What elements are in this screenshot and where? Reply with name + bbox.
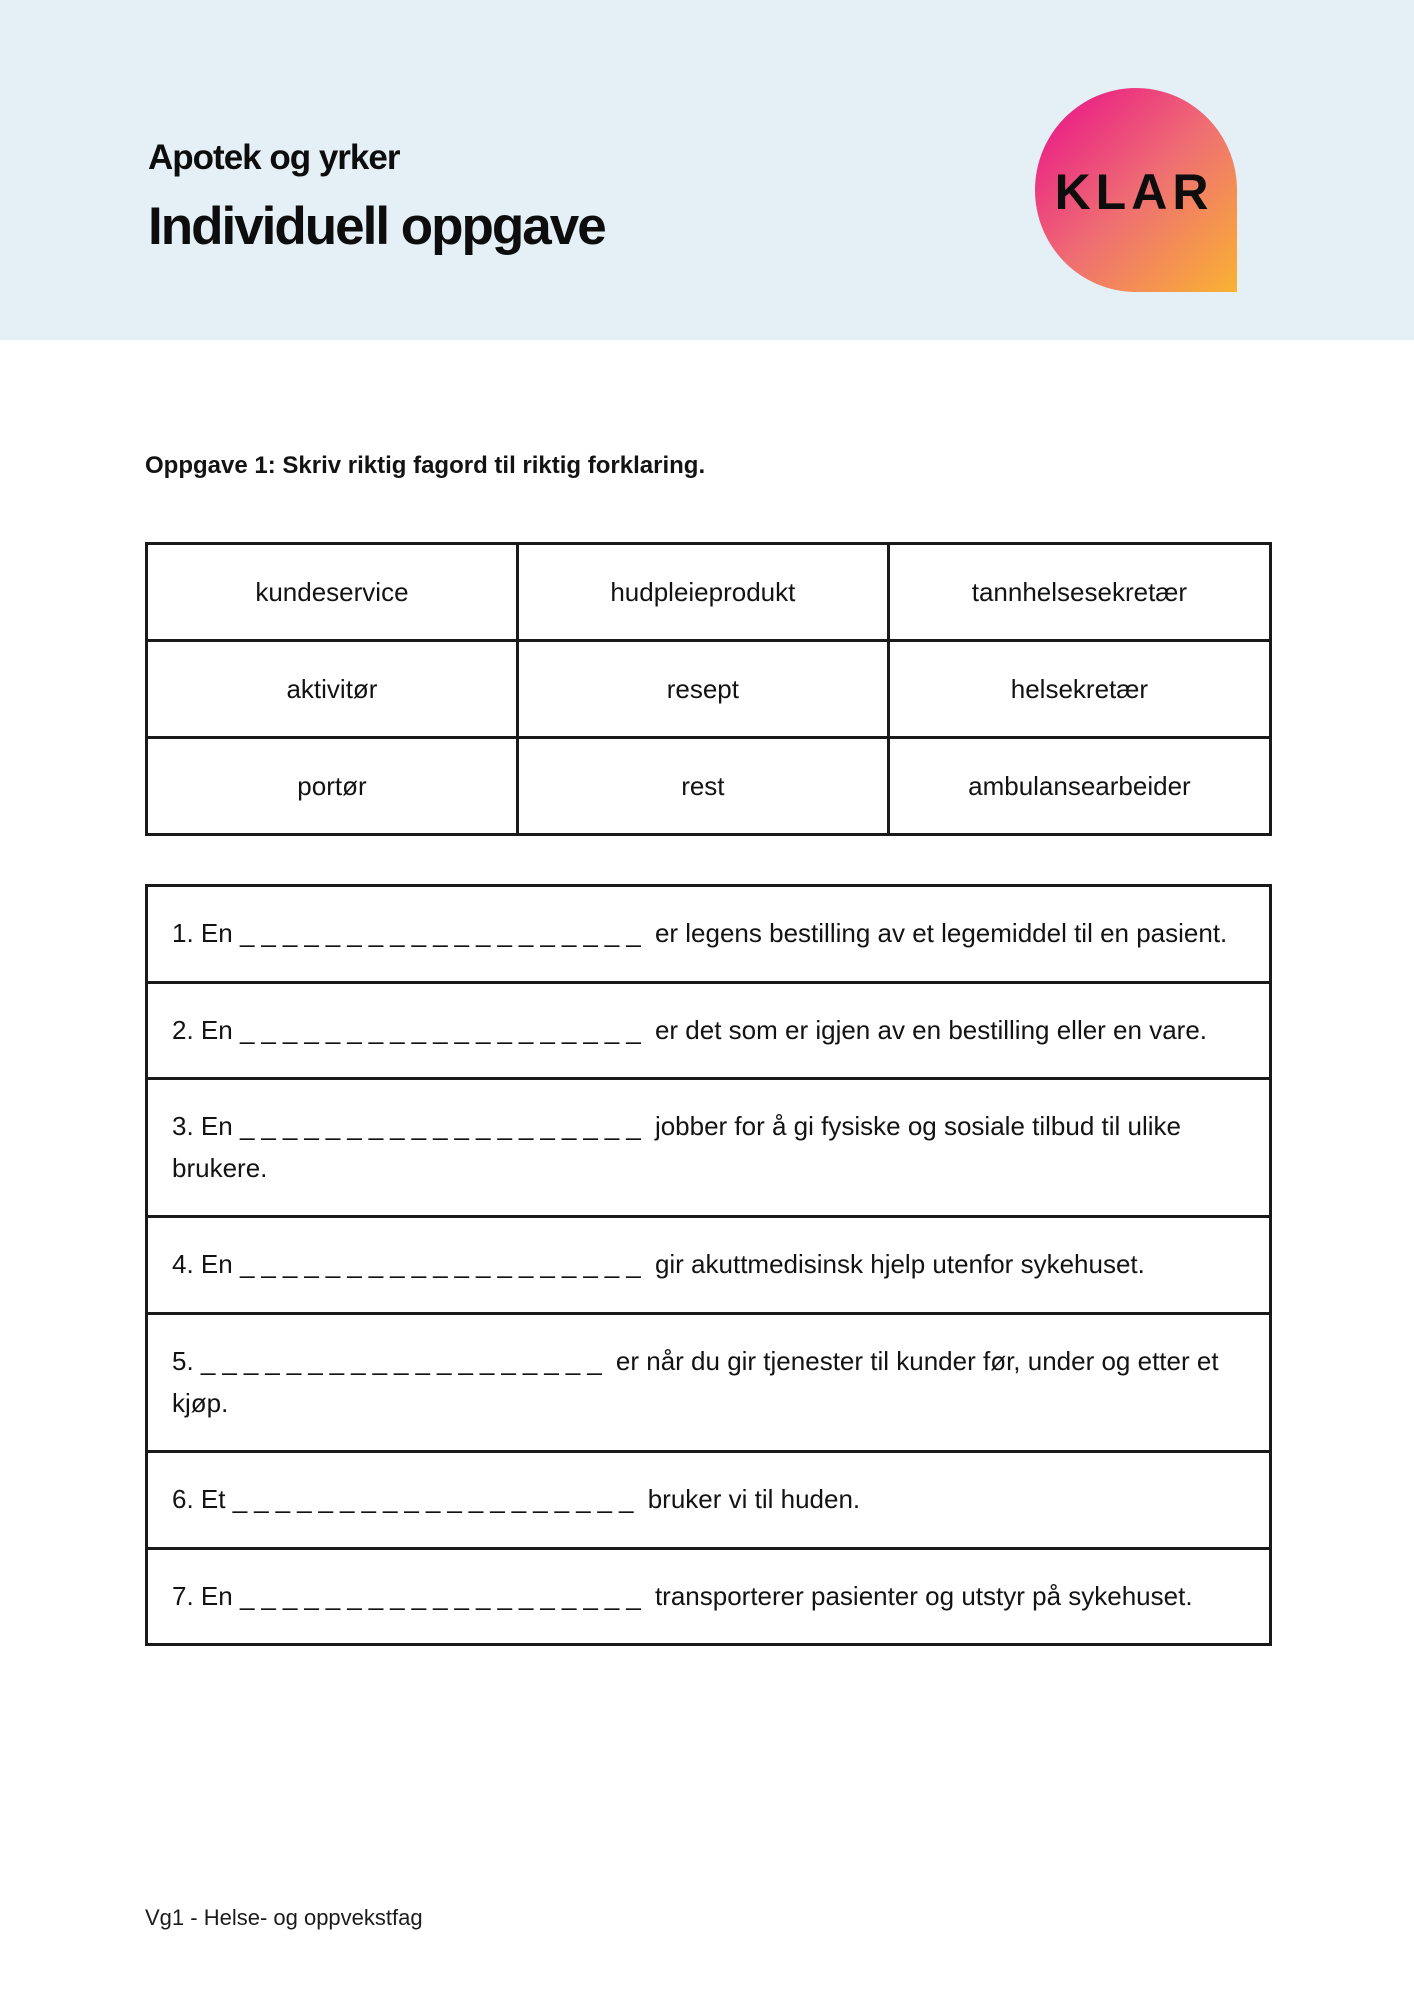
- question-lead: 1. En: [172, 918, 233, 948]
- question-row: [148, 1218, 1269, 1315]
- word-bank-cell: resept: [517, 641, 888, 738]
- question-blank: ___________________: [239, 1580, 648, 1611]
- question-lead: 4. En: [172, 1249, 233, 1280]
- word-bank-row: [147, 738, 1271, 835]
- question-row: [148, 984, 1269, 1081]
- question-blank: ___________________: [200, 1345, 609, 1376]
- question-text: er legens bestilling av et legemiddel til en pasient.: [654, 918, 1228, 948]
- word-bank-cell: kundeservice: [147, 544, 518, 641]
- question-lead: 6. Et: [172, 1484, 226, 1515]
- course-title: Apotek og yrker: [148, 138, 400, 177]
- word-bank-row: [147, 641, 1271, 738]
- question-text: jobber for å gi fysiske og sosiale tilbud til ulike brukere.: [172, 1111, 1181, 1183]
- header-band: [0, 0, 1414, 340]
- question-lead: 5.: [172, 1345, 194, 1376]
- word-bank-cell: rest: [517, 738, 888, 835]
- question-blank: ___________________: [239, 1014, 648, 1045]
- question-row: [148, 1080, 1269, 1218]
- word-bank-row: [147, 544, 1271, 641]
- question-blank: ___________________: [239, 1111, 648, 1142]
- footer-text: Vg1 - Helse- og oppvekstfag: [145, 1905, 423, 1930]
- questions-table: [145, 884, 1272, 1646]
- word-bank-cell: portør: [147, 738, 518, 835]
- question-row: [148, 1315, 1269, 1453]
- question-text: bruker vi til huden.: [647, 1484, 861, 1515]
- question-blank: ___________________: [232, 1484, 641, 1515]
- question-blank: ___________________: [239, 1249, 648, 1280]
- question-lead: 7. En: [172, 1580, 233, 1611]
- question-text: transporterer pasienter og utstyr på sykehuset.: [654, 1580, 1193, 1611]
- question-row: [148, 1550, 1269, 1644]
- word-bank-cell: ambulansearbeider: [888, 738, 1270, 835]
- word-bank-table: [145, 542, 1272, 836]
- question-text: er når du gir tjenester til kunder før, under og etter et kjøp.: [172, 1345, 1219, 1418]
- question-blank: ___________________: [239, 918, 648, 948]
- word-bank-cell: helsekretær: [888, 641, 1270, 738]
- klar-logo-text: KLAR: [1054, 164, 1214, 220]
- question-lead: 2. En: [172, 1014, 233, 1045]
- question-lead: 3. En: [172, 1111, 233, 1142]
- word-bank-cell: hudpleieprodukt: [517, 544, 888, 641]
- page-title: Individuell oppgave: [148, 197, 605, 256]
- task-heading: Oppgave 1: Skriv riktig fagord til riktig forklaring.: [145, 452, 706, 479]
- question-text: gir akuttmedisinsk hjelp utenfor sykehuset.: [654, 1249, 1145, 1280]
- header-text-block: [148, 138, 605, 257]
- word-bank-cell: tannhelsesekretær: [888, 544, 1270, 641]
- word-bank-cell: aktivitør: [147, 641, 518, 738]
- question-text: er det som er igjen av en bestilling eller en vare.: [654, 1014, 1208, 1045]
- klar-logo: [1035, 88, 1237, 292]
- question-row: [148, 887, 1269, 984]
- question-row: [148, 1453, 1269, 1550]
- main-content: [0, 340, 1414, 1646]
